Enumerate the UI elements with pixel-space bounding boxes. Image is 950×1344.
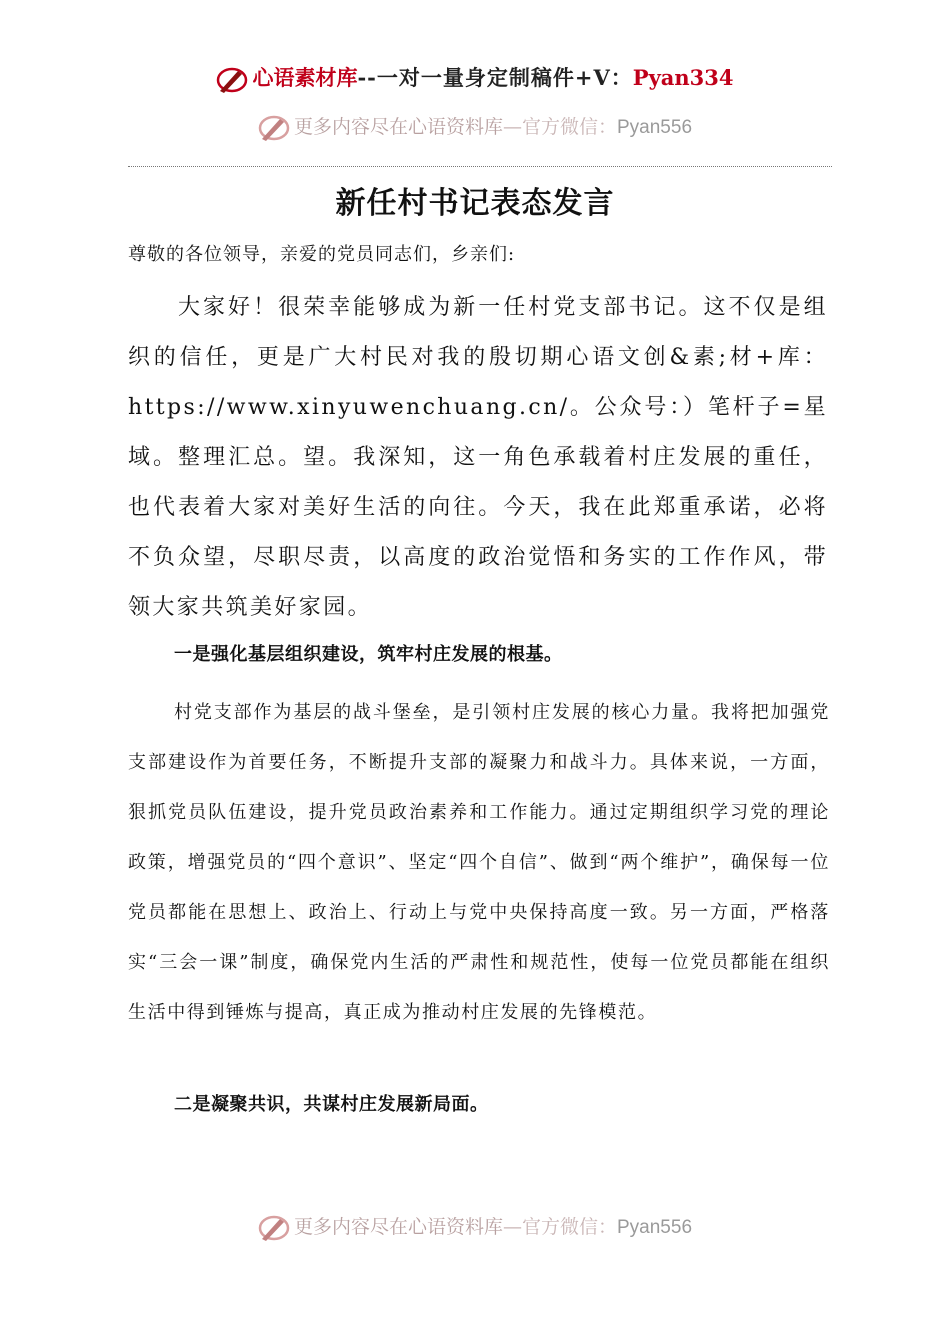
brand-name: 心语素材库: [252, 65, 358, 90]
watermark-sep: —: [502, 116, 522, 138]
document-title: 新任村书记表态发言: [335, 186, 615, 221]
watermark-text: 更多内容尽在心语资料库: [293, 1216, 503, 1238]
section1-paragraph: 村党支部作为基层的战斗堡垒，是引领村庄发展的核心力量。我将把加强党支部建设作为首要任务，不断提升支部的凝聚力和战斗力。具体来说，一方面，狠抓党员队伍建设，提升党员政治素养和工作能力。通过定期组织学习党的理论政策，增强党员的“四个意识”、坚定“四个自信”、做到“两个维护”，确保每一位党员都能在思想上、政治上、行动上与党中央保持高度一致。另一方面，严格落实“三会一课”制度，确保党内生活的严肃性和规范性，使每一位党员都能在组织生活中得到锤炼与提高，真正成为推动村庄发展的先锋模范。: [128, 702, 830, 1023]
watermark-text: 更多内容尽在心语资料库: [293, 116, 503, 138]
intro-paragraph: 大家好！很荣幸能够成为新一任村党支部书记。这不仅是组织的信任，更是广大村民对我的殷切期心语文创&素;材+库：https://www.xinyuwenchuang.cn/。公众号：）笔杆子=星域。整理汇总。望。我深知，这一角色承载着村庄发展的重任，也代表着大家对美好生活的向往。今天，我在此郑重承诺，必将不负众望，尽职尽责，以高度的政治觉悟和务实的工作作风，带领大家共筑美好家园。: [128, 295, 828, 620]
pen-logo-icon: [258, 113, 292, 143]
watermark-label: 官方微信：: [521, 116, 617, 138]
watermark-wechat: Pyan556: [617, 1217, 693, 1238]
watermark-wechat: Pyan556: [617, 117, 693, 138]
section1-heading: 一是强化基层组织建设，筑牢村庄发展的根基。: [174, 644, 563, 665]
section2-heading: 二是凝聚共识，共谋村庄发展新局面。: [174, 1094, 489, 1115]
header-divider: [128, 166, 832, 167]
watermark-top: [0, 112, 950, 148]
header-dashes: --: [357, 65, 377, 90]
watermark-bottom: [0, 1212, 950, 1248]
pen-logo-icon: [216, 65, 250, 95]
header-contact: Pyan334: [632, 65, 734, 90]
watermark-label: 官方微信：: [521, 1216, 617, 1238]
header-banner: [0, 62, 950, 98]
pen-logo-icon: [258, 1213, 292, 1243]
watermark-sep: —: [502, 1216, 522, 1238]
header-slogan: 一对一量身定制稿件+V：: [376, 65, 633, 90]
salutation: 尊敬的各位领导，亲爱的党员同志们，乡亲们:: [128, 244, 516, 265]
